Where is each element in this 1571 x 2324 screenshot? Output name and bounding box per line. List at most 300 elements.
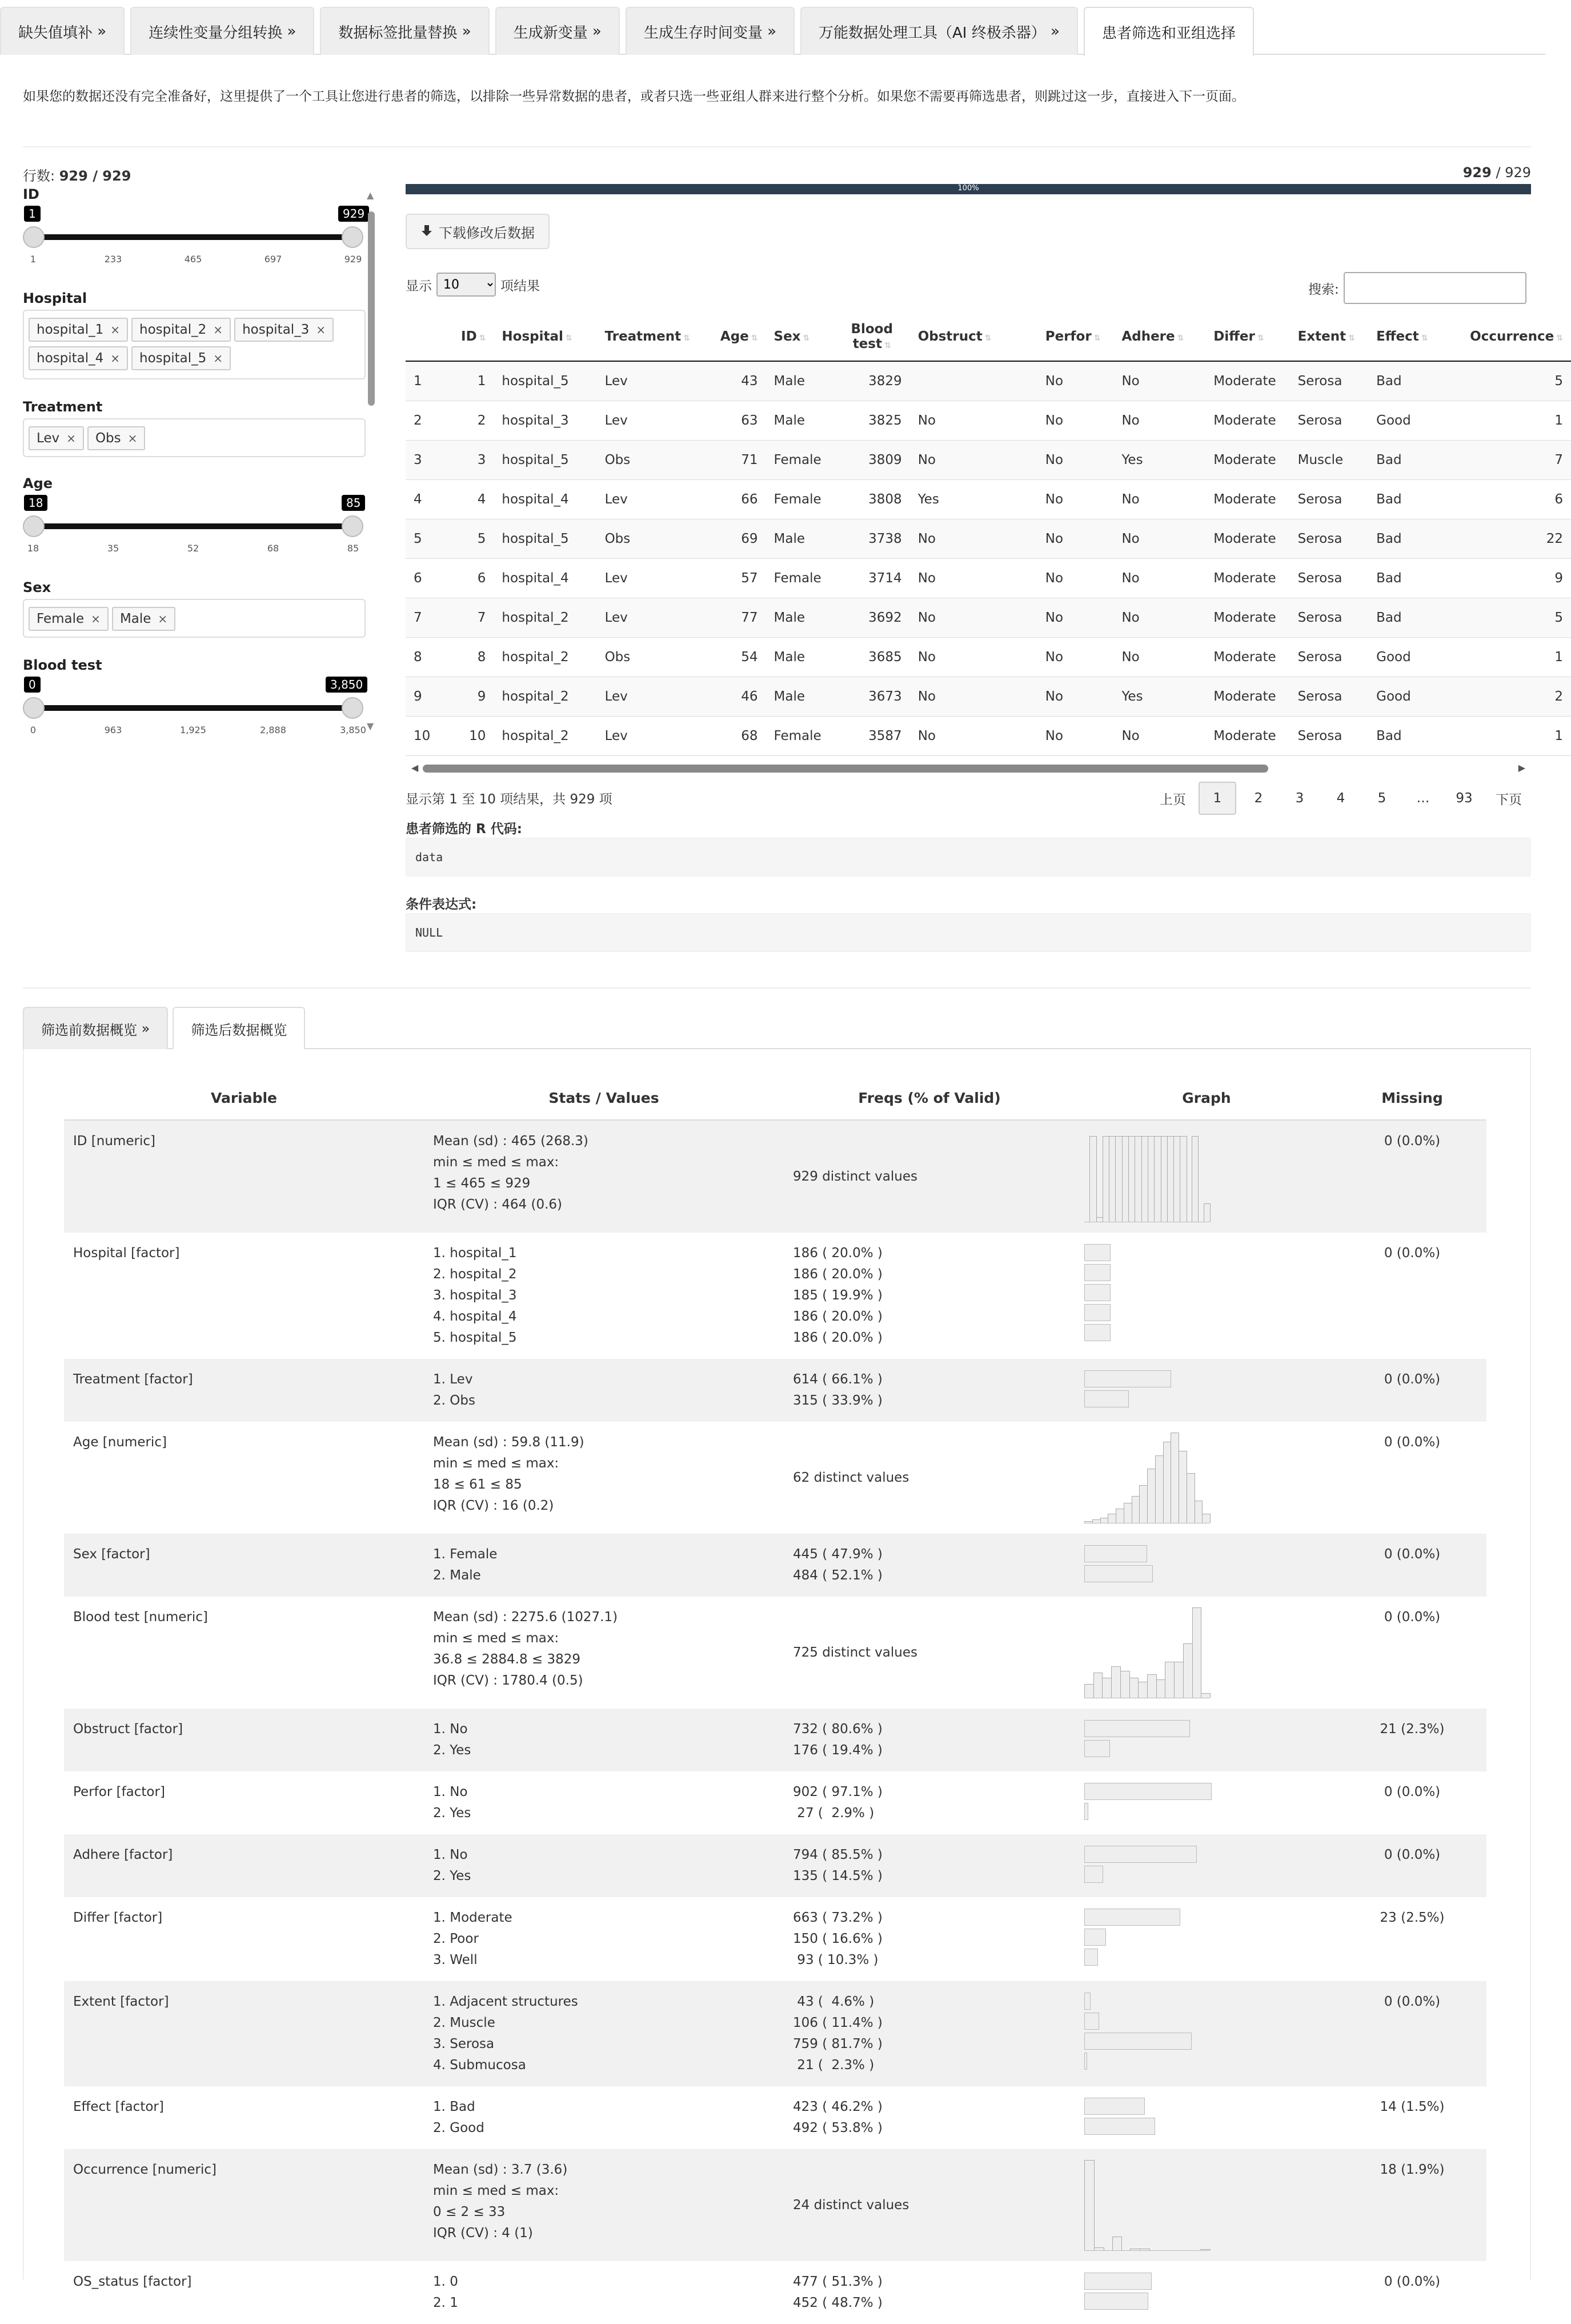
- remove-icon[interactable]: ×: [316, 323, 326, 337]
- chip-female[interactable]: [29, 607, 109, 631]
- tab-continuous-grouping[interactable]: [130, 7, 314, 55]
- chip-label: hospital_1: [37, 322, 104, 337]
- summary-graph: [1075, 1897, 1338, 1981]
- cell-hospital: hospital_2: [494, 716, 596, 755]
- remove-icon[interactable]: ×: [66, 431, 76, 445]
- summary-stats: 1. No 2. Yes: [424, 1834, 784, 1897]
- summary-table: [64, 1077, 1486, 2324]
- cell-sex: Female: [766, 716, 834, 755]
- header-label: Extent: [1297, 329, 1346, 344]
- table-row[interactable]: [406, 479, 1571, 519]
- summary-variable: Adhere [factor]: [64, 1834, 424, 1897]
- cell-adhere: No: [1113, 598, 1205, 637]
- tick-label: 18: [27, 543, 39, 554]
- download-data-button[interactable]: [406, 214, 550, 249]
- cell-occurrence: 22: [1454, 519, 1571, 558]
- cell-age: 63: [707, 401, 766, 440]
- summary-graph: [1075, 1233, 1338, 1359]
- cell-perfor: No: [1037, 440, 1114, 479]
- col-header-sex[interactable]: [766, 312, 834, 361]
- chip-hospital-3[interactable]: [234, 318, 334, 342]
- cell-sex: Male: [766, 677, 834, 716]
- tab-ai-tool[interactable]: [800, 7, 1078, 55]
- chip-label: Female: [37, 611, 85, 626]
- tab-survival-time[interactable]: [626, 7, 795, 55]
- sort-icon: ⇅: [1348, 333, 1355, 343]
- summary-missing: 0 (0.0%): [1338, 1834, 1486, 1897]
- scroll-up-icon[interactable]: ▲: [367, 190, 374, 201]
- chip-hospital-1[interactable]: [29, 318, 128, 342]
- cell-hospital: hospital_2: [494, 677, 596, 716]
- summary-stats: Mean (sd) : 3.7 (3.6) min ≤ med ≤ max: 0 ≤ 2 ≤ 33 IQR (CV) : 4 (1): [424, 2149, 784, 2261]
- summary-stats: Mean (sd) : 59.8 (11.9) min ≤ med ≤ max: 18 ≤ 61 ≤ 85 IQR (CV) : 16 (0.2): [433, 1435, 584, 1513]
- cell-age: 69: [707, 519, 766, 558]
- cell-effect: Good: [1368, 677, 1454, 716]
- scroll-right-icon[interactable]: ▶: [1518, 762, 1525, 773]
- table-row[interactable]: [406, 440, 1571, 479]
- pager-page-2[interactable]: 2: [1254, 791, 1263, 806]
- remove-icon[interactable]: ×: [213, 323, 223, 337]
- summary-row: [64, 1834, 1486, 1897]
- sort-icon: ⇅: [984, 333, 992, 343]
- cell-index: 9: [406, 677, 442, 716]
- summary-variable: Obstruct [factor]: [64, 1709, 424, 1771]
- chip-male[interactable]: [112, 607, 175, 631]
- cell-effect: Bad: [1368, 558, 1454, 598]
- histogram-bin: [1165, 1662, 1175, 1698]
- cell-adhere: No: [1113, 361, 1205, 401]
- tick-label: 0: [30, 725, 37, 735]
- slider-min-handle[interactable]: [23, 515, 45, 537]
- cell-age: 77: [707, 598, 766, 637]
- scroll-down-icon[interactable]: ▼: [367, 721, 374, 731]
- summary-row: [64, 1771, 1486, 1834]
- histogram-bin: [1147, 1674, 1157, 1698]
- col-header-differ[interactable]: [1205, 312, 1289, 361]
- tab-after-filter-overview[interactable]: [173, 1007, 305, 1049]
- freq-bar: [1084, 1370, 1171, 1387]
- freq-bar: [1084, 2273, 1152, 2290]
- cell-id: 9: [442, 677, 494, 716]
- summary-graph: [1075, 1981, 1338, 2086]
- cell-obstruct: No: [910, 598, 1037, 637]
- col-header-age[interactable]: [707, 312, 766, 361]
- cell-perfor: No: [1037, 716, 1114, 755]
- slider-track: [33, 523, 353, 529]
- hospital-multiselect[interactable]: [23, 310, 366, 379]
- id-range-slider[interactable]: [23, 206, 366, 263]
- cell-effect: Bad: [1368, 519, 1454, 558]
- cell-occurrence: 7: [1454, 440, 1571, 479]
- search-input[interactable]: [1344, 272, 1526, 304]
- pager-previous[interactable]: 上页: [1160, 792, 1186, 807]
- summary-stats: 1. Moderate 2. Poor 3. Well: [433, 1910, 512, 1967]
- header-label: Hospital: [502, 329, 563, 344]
- col-header-index: [406, 312, 442, 361]
- tab-new-variable[interactable]: [495, 7, 620, 55]
- cell-sex: Male: [766, 401, 834, 440]
- freq-bar: [1084, 1545, 1147, 1562]
- sort-icon: ⇅: [479, 333, 486, 343]
- summary-col-missing: Missing: [1338, 1077, 1486, 1120]
- blood-test-range-slider[interactable]: [23, 677, 366, 734]
- cell-perfor: No: [1037, 479, 1114, 519]
- freq-bar: [1084, 1720, 1190, 1737]
- freq-bar: [1084, 2013, 1099, 2030]
- header-label: Occurrence: [1470, 329, 1554, 344]
- histogram-bin: [1139, 1485, 1148, 1523]
- summary-col-stats: Stats / Values: [424, 1077, 784, 1120]
- cell-blood-test: 3673: [834, 677, 910, 716]
- histogram-bin: [1089, 1136, 1096, 1222]
- histogram-bin: [1132, 1496, 1140, 1523]
- freq-bar: [1084, 1264, 1111, 1281]
- cell-differ: Moderate: [1205, 440, 1289, 479]
- slider-min-value: 18: [24, 495, 47, 511]
- header-label: Adhere: [1121, 329, 1175, 344]
- cell-age: 71: [707, 440, 766, 479]
- row-count: [23, 165, 131, 185]
- summary-missing: 0 (0.0%): [1384, 1785, 1441, 1799]
- histogram-bin: [1195, 1501, 1203, 1523]
- tick-label: 929: [344, 254, 362, 265]
- sort-icon: ⇅: [683, 333, 690, 343]
- cell-blood-test: 3809: [834, 440, 910, 479]
- header-label: Obstruct: [917, 329, 983, 344]
- histogram-bin: [1140, 2249, 1150, 2250]
- tab-label: 万能数据处理工具（AI 终极杀器）: [819, 24, 1046, 42]
- cell-extent: Serosa: [1290, 558, 1369, 598]
- summary-missing: 14 (1.5%): [1380, 2099, 1445, 2114]
- search-label: 搜索:: [1308, 282, 1339, 297]
- tick-label: 52: [187, 543, 199, 554]
- cell-treatment: Lev: [597, 361, 707, 401]
- pager-page-4[interactable]: 4: [1336, 791, 1345, 806]
- filtered-count: [1463, 165, 1531, 181]
- chip-label: Male: [119, 611, 151, 626]
- summary-missing: 23 (2.5%): [1380, 1910, 1445, 1925]
- cell-obstruct: No: [910, 519, 1037, 558]
- histogram-bin: [1200, 2249, 1211, 2250]
- histogram-bin: [1094, 2247, 1104, 2250]
- cell-hospital: hospital_4: [494, 558, 596, 598]
- summary-row: [64, 2261, 1486, 2324]
- table-horizontal-scrollbar[interactable]: [406, 762, 1531, 775]
- col-header-blood-test[interactable]: [834, 312, 910, 361]
- summary-stats: 1. Female 2. Male: [424, 1534, 784, 1597]
- cell-perfor: No: [1037, 361, 1114, 401]
- cell-id: 8: [442, 637, 494, 677]
- cell-extent: Serosa: [1290, 519, 1369, 558]
- histogram-bin: [1187, 1473, 1195, 1523]
- freq-bar: [1084, 1324, 1111, 1341]
- cell-obstruct: No: [910, 637, 1037, 677]
- tab-label: 生成生存时间变量: [643, 24, 763, 42]
- summary-stats: 1. No 2. Yes: [433, 1785, 471, 1821]
- cell-age: 54: [707, 637, 766, 677]
- cell-perfor: No: [1037, 637, 1114, 677]
- histogram-bin: [1092, 1519, 1101, 1523]
- cell-differ: Moderate: [1205, 716, 1289, 755]
- double-chevron-icon: »: [287, 23, 296, 40]
- col-header-effect[interactable]: [1368, 312, 1454, 361]
- tab-before-filter-overview[interactable]: [23, 1007, 168, 1049]
- cell-age: 43: [707, 361, 766, 401]
- cell-blood-test: 3829: [834, 361, 910, 401]
- filter-panel-scrollbar[interactable]: [366, 190, 377, 731]
- remove-icon[interactable]: ×: [158, 612, 168, 626]
- histogram: [1084, 1607, 1210, 1698]
- freq-bar: [1084, 2118, 1155, 2135]
- filtered-count-value: 929: [1462, 165, 1492, 181]
- cell-obstruct: No: [910, 677, 1037, 716]
- cell-hospital: hospital_3: [494, 401, 596, 440]
- summary-row: [64, 1233, 1486, 1359]
- summary-row: [64, 1534, 1486, 1597]
- summary-stats: 1. Adjacent structures 2. Muscle 3. Serosa 4. Submucosa: [424, 1981, 784, 2086]
- summary-variable: Perfor [factor]: [73, 1785, 165, 1799]
- cell-extent: Serosa: [1290, 716, 1369, 755]
- summary-stats: Mean (sd) : 465 (268.3) min ≤ med ≤ max: 1 ≤ 465 ≤ 929 IQR (CV) : 464 (0.6): [424, 1120, 784, 1233]
- scrollbar-thumb[interactable]: [423, 765, 1268, 773]
- filter-label-blood-test: Blood test: [23, 657, 102, 673]
- table-row[interactable]: [406, 677, 1571, 716]
- data-table: [406, 312, 1571, 756]
- cell-sex: Male: [766, 361, 834, 401]
- cell-treatment: Lev: [597, 401, 707, 440]
- scroll-left-icon[interactable]: ◀: [411, 762, 419, 773]
- chip-hospital-4[interactable]: [29, 346, 128, 370]
- slider-ticks: [27, 543, 359, 560]
- cell-id: 7: [442, 598, 494, 637]
- cell-effect: Good: [1368, 401, 1454, 440]
- download-label: 下载修改后数据: [439, 225, 535, 241]
- cell-sex: Female: [766, 440, 834, 479]
- tab-label: 筛选前数据概览: [41, 1022, 137, 1038]
- cell-effect: Bad: [1368, 716, 1454, 755]
- cell-age: 46: [707, 677, 766, 716]
- slider-max-value: 3,850: [326, 677, 367, 693]
- histogram-bin: [1201, 1693, 1211, 1698]
- cell-occurrence: 1: [1454, 637, 1571, 677]
- freq-bar: [1084, 1783, 1212, 1800]
- cell-index: 4: [406, 479, 442, 519]
- summary-freqs: 423 ( 46.2% ) 492 ( 53.8% ): [793, 2099, 883, 2135]
- col-header-extent[interactable]: [1290, 312, 1369, 361]
- tab-missing-imputation[interactable]: [0, 7, 125, 55]
- cell-sex: Male: [766, 637, 834, 677]
- summary-freqs: 929 distinct values: [784, 1120, 1075, 1233]
- cell-obstruct: No: [910, 401, 1037, 440]
- cell-adhere: No: [1113, 479, 1205, 519]
- cell-extent: Serosa: [1290, 598, 1369, 637]
- col-header-occurrence[interactable]: [1454, 312, 1571, 361]
- pager-page-93[interactable]: 93: [1456, 791, 1473, 806]
- table-row[interactable]: [406, 361, 1571, 401]
- histogram-bin: [1111, 1666, 1121, 1698]
- histogram-bin: [1204, 1203, 1211, 1222]
- tick-label: 1: [30, 254, 37, 265]
- cell-index: 2: [406, 401, 442, 440]
- table-row[interactable]: [406, 716, 1571, 755]
- slider-max-handle[interactable]: [342, 226, 363, 248]
- cell-id: 1: [442, 361, 494, 401]
- cell-treatment: Lev: [597, 598, 707, 637]
- chip-hospital-2[interactable]: [131, 318, 231, 342]
- slider-max-handle[interactable]: [342, 515, 363, 537]
- histogram-bin: [1163, 1442, 1172, 1523]
- slider-ticks: [30, 725, 366, 742]
- header-label: Sex: [774, 329, 801, 344]
- pager-next[interactable]: 下页: [1496, 792, 1522, 807]
- slider-min-handle[interactable]: [23, 226, 45, 248]
- summary-variable: Blood test [numeric]: [73, 1610, 208, 1625]
- summary-col-variable: Variable: [64, 1077, 424, 1120]
- cell-obstruct: No: [910, 716, 1037, 755]
- sort-icon: ⇅: [1556, 333, 1563, 343]
- progress-label: 100%: [957, 184, 979, 193]
- histogram-bin: [1100, 1518, 1109, 1523]
- cell-adhere: No: [1113, 401, 1205, 440]
- histogram-bin: [1084, 1684, 1094, 1698]
- show-label: 显示: [406, 278, 432, 294]
- histogram: [1084, 1432, 1210, 1523]
- page-length-select[interactable]: [436, 273, 496, 297]
- cell-hospital: hospital_4: [494, 479, 596, 519]
- cell-treatment: Lev: [597, 479, 707, 519]
- chip-lev[interactable]: [29, 426, 84, 450]
- histogram-bin: [1138, 1682, 1148, 1698]
- sort-icon: ⇅: [1421, 333, 1428, 343]
- summary-graph: [1075, 1709, 1338, 1771]
- header-label: Effect: [1376, 329, 1419, 344]
- histogram-bin: [1112, 2237, 1123, 2250]
- tick-label: 233: [104, 254, 122, 265]
- cell-hospital: hospital_2: [494, 598, 596, 637]
- cell-extent: Serosa: [1290, 677, 1369, 716]
- remove-icon[interactable]: ×: [110, 351, 121, 365]
- header-label: Perfor: [1045, 329, 1092, 344]
- tab-label: 筛选后数据概览: [191, 1022, 287, 1038]
- tab-patient-filter[interactable]: [1084, 7, 1254, 56]
- slider-min-value: 1: [24, 206, 41, 222]
- col-header-adhere[interactable]: [1113, 312, 1205, 361]
- freq-bar: [1084, 2053, 1087, 2070]
- cell-obstruct: [910, 361, 1037, 401]
- tab-label-replace[interactable]: [320, 7, 489, 55]
- filter-panel: [23, 160, 377, 735]
- summary-missing: 0 (0.0%): [1338, 1534, 1486, 1597]
- pager-page-3[interactable]: 3: [1295, 791, 1304, 806]
- slider-max-value: 929: [338, 206, 369, 222]
- sort-icon: ⇅: [803, 333, 810, 343]
- slider-min-value: 0: [24, 677, 41, 693]
- remove-icon[interactable]: ×: [127, 431, 138, 445]
- cell-id: 6: [442, 558, 494, 598]
- col-header-obstruct[interactable]: [910, 312, 1037, 361]
- histogram-bin: [1116, 1509, 1124, 1523]
- cell-extent: Serosa: [1290, 361, 1369, 401]
- header-label: ID: [461, 329, 477, 344]
- download-icon: [420, 225, 433, 238]
- cell-index: 3: [406, 440, 442, 479]
- slider-max-value: 85: [342, 495, 365, 511]
- age-range-slider[interactable]: [23, 495, 366, 552]
- filter-label-id: ID: [23, 186, 39, 202]
- cell-differ: Moderate: [1205, 558, 1289, 598]
- scrollbar-thumb[interactable]: [368, 211, 375, 406]
- filter-label-age: Age: [23, 475, 53, 491]
- chip-hospital-5[interactable]: [131, 346, 231, 370]
- col-header-id[interactable]: [442, 312, 494, 361]
- filtered-count-total: / 929: [1491, 165, 1531, 181]
- col-header-treatment[interactable]: [597, 312, 707, 361]
- header-label: Differ: [1213, 329, 1255, 344]
- summary-freqs: 902 ( 97.1% ) 27 ( 2.9% ): [793, 1785, 883, 1821]
- histogram-bin: [1147, 1469, 1156, 1523]
- freq-bar: [1084, 1244, 1111, 1261]
- table-row[interactable]: [406, 637, 1571, 677]
- treatment-multiselect[interactable]: [23, 418, 366, 457]
- histogram-bin: [1174, 1662, 1184, 1698]
- table-row[interactable]: [406, 519, 1571, 558]
- cell-perfor: No: [1037, 677, 1114, 716]
- cell-id: 4: [442, 479, 494, 519]
- freq-bar: [1084, 1949, 1098, 1966]
- cell-blood-test: 3738: [834, 519, 910, 558]
- sort-icon: ⇅: [1093, 333, 1101, 343]
- summary-freqs: 186 ( 20.0% ) 186 ( 20.0% ) 185 ( 19.9% ) 186 ( 20.0% ) 186 ( 20.0% ): [793, 1246, 883, 1345]
- table-row[interactable]: [406, 401, 1571, 440]
- col-header-hospital[interactable]: [494, 312, 596, 361]
- chip-obs[interactable]: [87, 426, 145, 450]
- pager-page-5[interactable]: 5: [1377, 791, 1386, 806]
- cell-effect: Bad: [1368, 361, 1454, 401]
- table-row[interactable]: [406, 598, 1571, 637]
- remove-icon[interactable]: ×: [110, 323, 121, 337]
- summary-graph: [1075, 1534, 1338, 1597]
- filter-progress-bar: [406, 184, 1531, 194]
- remove-icon[interactable]: ×: [213, 351, 223, 365]
- cell-obstruct: No: [910, 558, 1037, 598]
- slider-max-handle[interactable]: [342, 697, 363, 719]
- slider-min-handle[interactable]: [23, 697, 45, 719]
- summary-row: [64, 1120, 1486, 1233]
- summary-freqs: 725 distinct values: [793, 1645, 917, 1660]
- col-header-perfor[interactable]: [1037, 312, 1114, 361]
- remove-icon[interactable]: ×: [91, 612, 101, 626]
- summary-graph: [1075, 2261, 1338, 2324]
- summary-graph: [1075, 2086, 1338, 2149]
- summary-stats: Mean (sd) : 2275.6 (1027.1) min ≤ med ≤ max: 36.8 ≤ 2884.8 ≤ 3829 IQR (CV) : 1780.4 (0.5): [433, 1610, 618, 1688]
- summary-freqs: 445 ( 47.9% ) 484 ( 52.1% ): [784, 1534, 1075, 1597]
- pager-page-1[interactable]: 1: [1199, 782, 1236, 815]
- sex-multiselect[interactable]: [23, 599, 366, 638]
- summary-graph: [1075, 1834, 1338, 1897]
- summary-freqs: 614 ( 66.1% ) 315 ( 33.9% ): [784, 1359, 1075, 1422]
- freq-bar: [1084, 1866, 1103, 1883]
- cell-differ: Moderate: [1205, 637, 1289, 677]
- tick-label: 3,850: [340, 725, 366, 735]
- table-row[interactable]: [406, 558, 1571, 598]
- pager-ellipsis: …: [1416, 791, 1430, 806]
- cell-treatment: Lev: [597, 677, 707, 716]
- cell-sex: Male: [766, 598, 834, 637]
- double-chevron-icon: »: [767, 23, 777, 40]
- summary-freqs: 43 ( 4.6% ) 106 ( 11.4% ) 759 ( 81.7% ) 21 ( 2.3% ): [784, 1981, 1075, 2086]
- page-length-control: [406, 273, 540, 297]
- freq-bar: [1084, 2098, 1145, 2115]
